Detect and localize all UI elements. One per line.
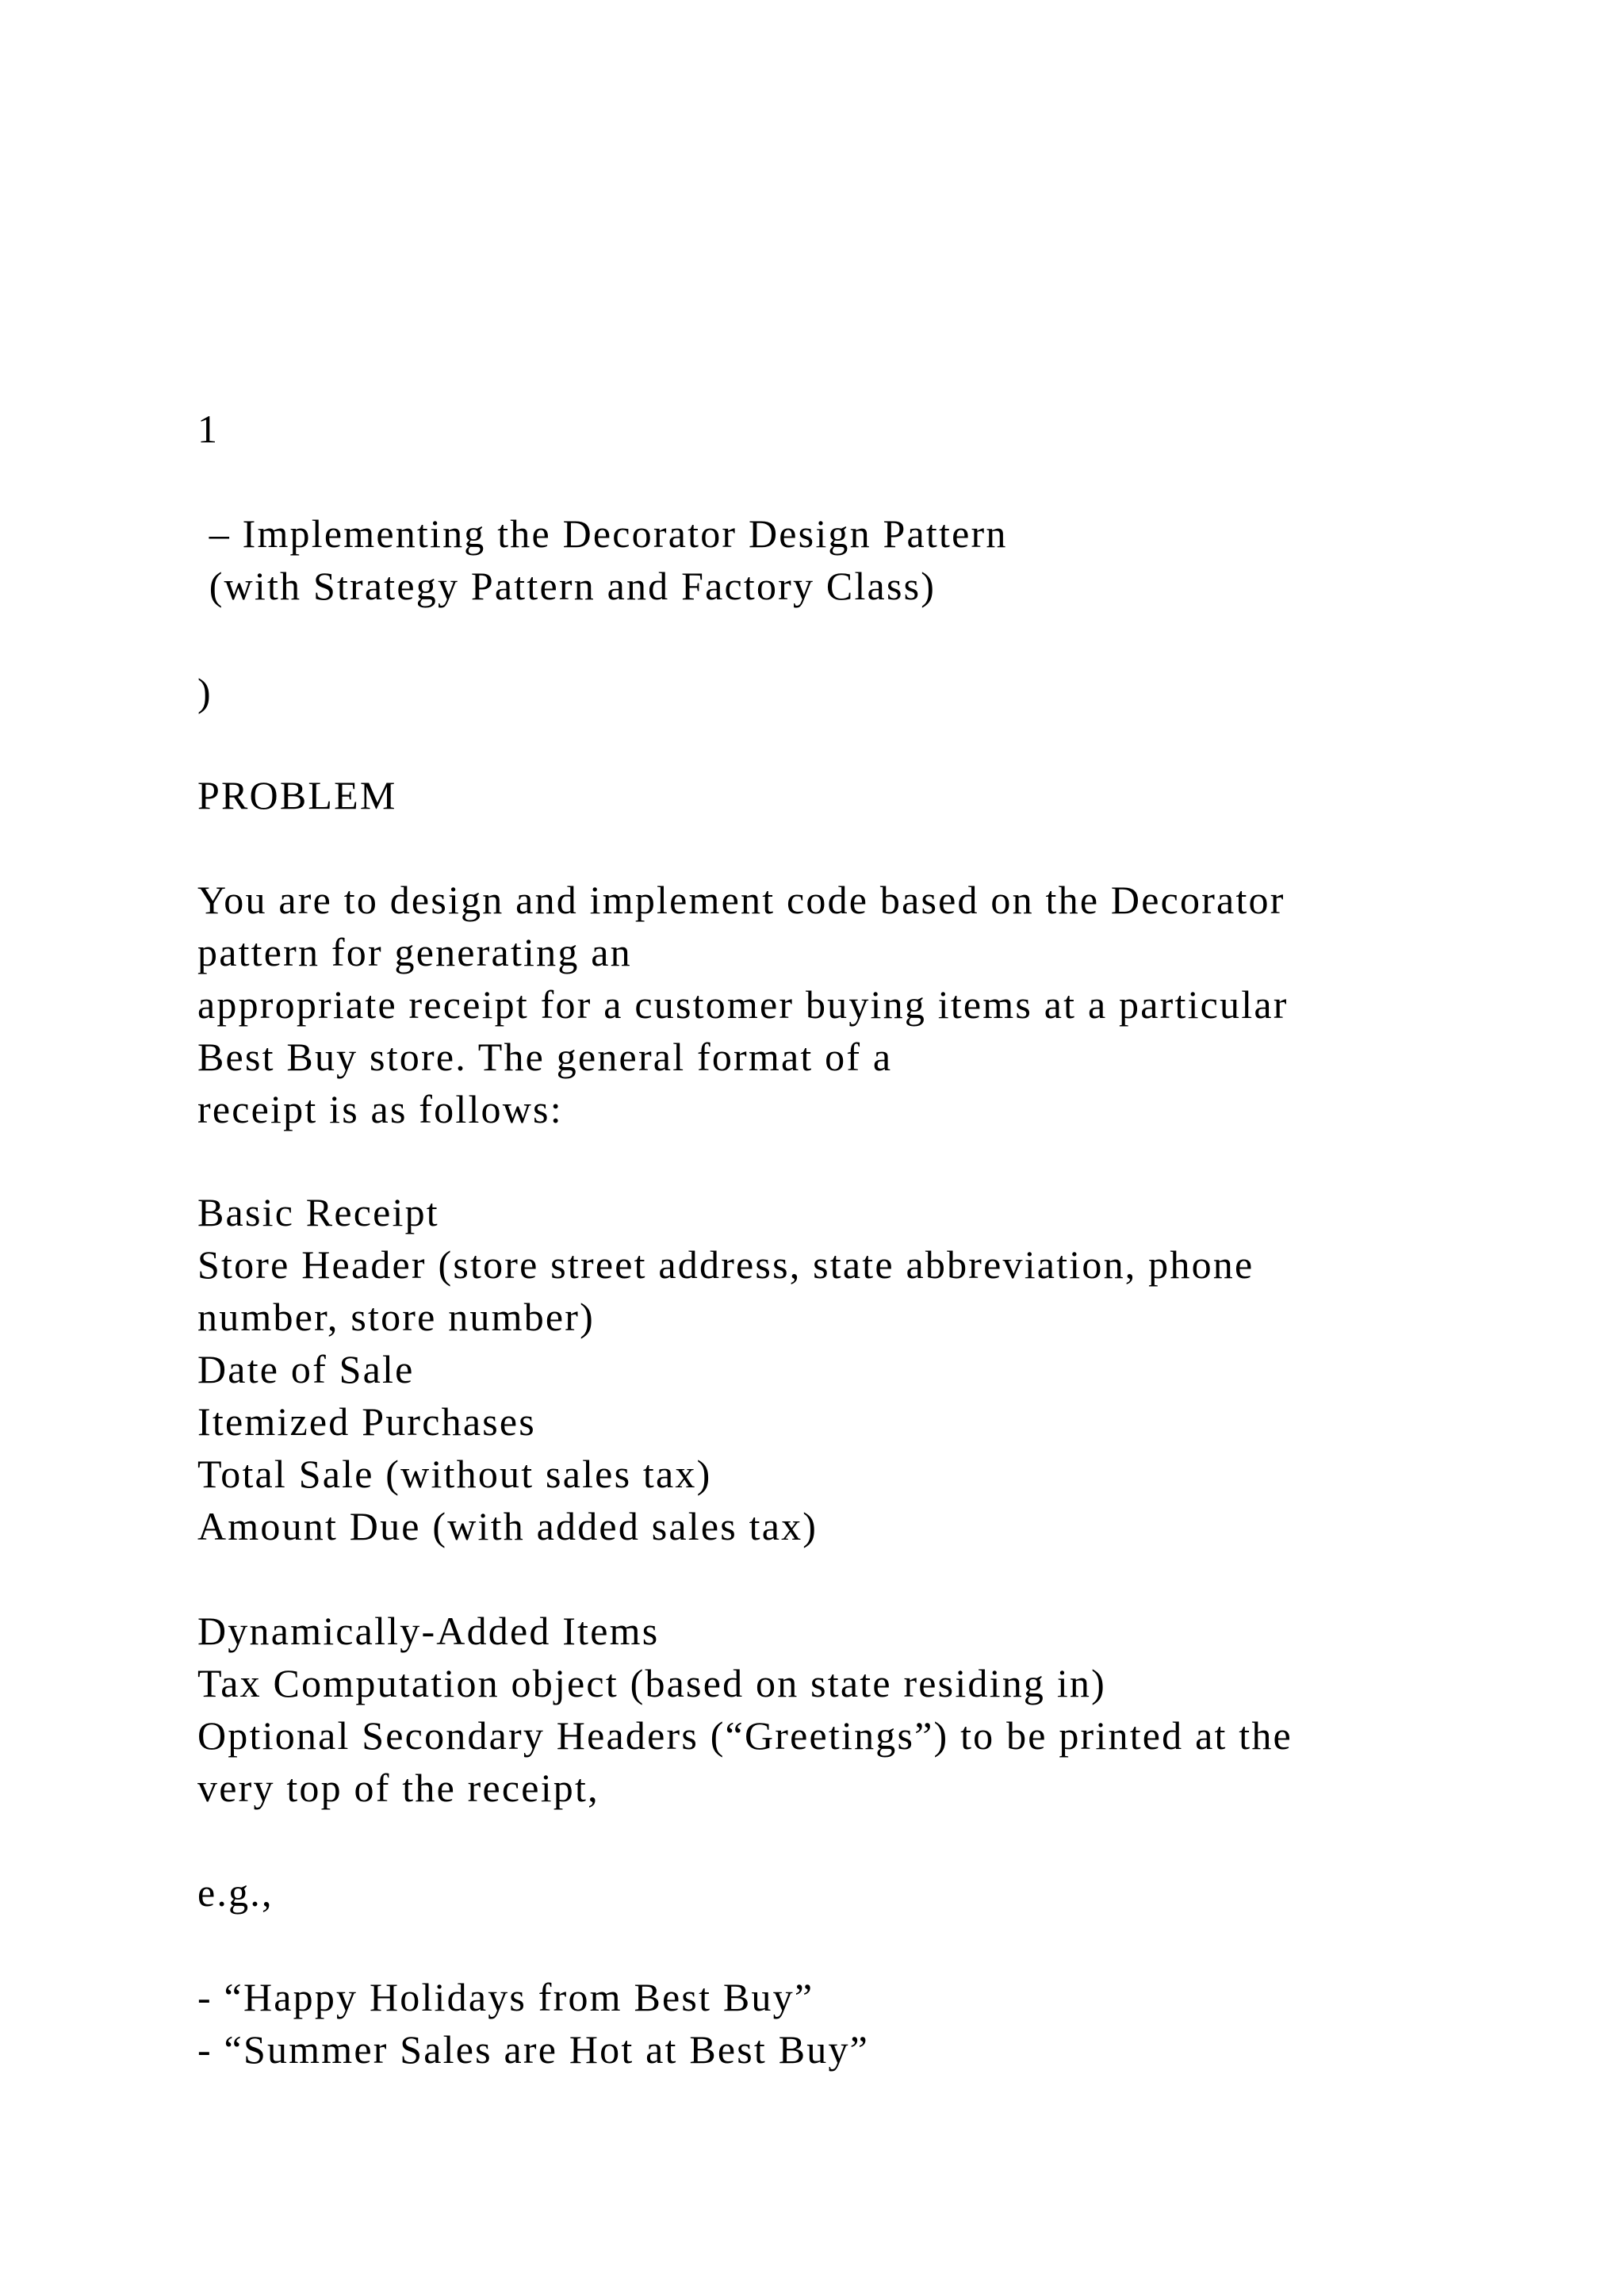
example-label: e.g., xyxy=(197,1870,274,1915)
page-number: 1 xyxy=(197,407,220,451)
stray-parenthesis: ) xyxy=(197,670,213,714)
intro-line: pattern for generating an xyxy=(197,930,632,974)
section-heading-problem: PROBLEM xyxy=(197,773,397,817)
intro-line: receipt is as follows: xyxy=(197,1087,563,1131)
dynamic-items-heading: Dynamically-Added Items xyxy=(197,1609,660,1653)
basic-receipt-line: Amount Due (with added sales tax) xyxy=(197,1504,818,1548)
title-line-1: – Implementing the Decorator Design Pattern xyxy=(197,511,1008,556)
dynamic-items-line: Optional Secondary Headers (“Greetings”) to be printed at the xyxy=(197,1713,1293,1758)
example-greeting: - “Summer Sales are Hot at Best Buy” xyxy=(197,2027,870,2072)
basic-receipt-line: Date of Sale xyxy=(197,1347,415,1391)
intro-line: You are to design and implement code based on the Decorator xyxy=(197,878,1285,922)
title-line-2: (with Strategy Pattern and Factory Class) xyxy=(197,564,936,608)
basic-receipt-line: number, store number) xyxy=(197,1295,596,1339)
dynamic-items-line: Tax Computation object (based on state residing in) xyxy=(197,1661,1106,1705)
intro-line: Best Buy store. The general format of a xyxy=(197,1035,893,1079)
basic-receipt-line: Store Header (store street address, state abbreviation, phone xyxy=(197,1242,1254,1287)
basic-receipt-line: Total Sale (without sales tax) xyxy=(197,1452,712,1496)
example-greeting: - “Happy Holidays from Best Buy” xyxy=(197,1975,814,2019)
dynamic-items-line: very top of the receipt, xyxy=(197,1766,599,1810)
intro-line: appropriate receipt for a customer buying items at a particular xyxy=(197,982,1289,1027)
basic-receipt-line: Itemized Purchases xyxy=(197,1399,536,1444)
basic-receipt-heading: Basic Receipt xyxy=(197,1190,439,1234)
